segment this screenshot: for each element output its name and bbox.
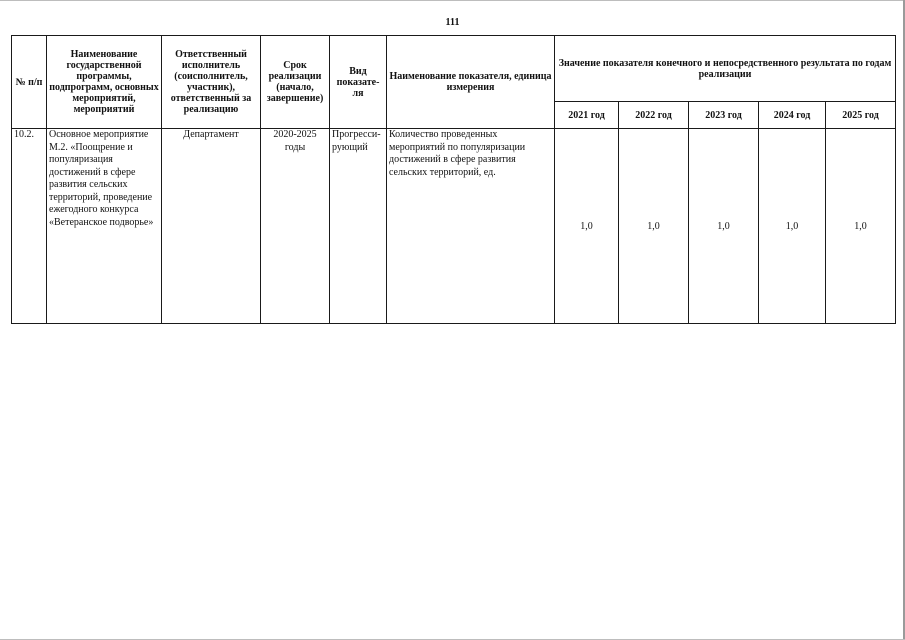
header-row bbox=[12, 36, 896, 102]
row-value-2022: 1,0 bbox=[619, 129, 689, 324]
header-year: 2022 год bbox=[619, 102, 689, 129]
row-value-2025: 1,0 bbox=[826, 129, 896, 324]
header-year: 2025 год bbox=[826, 102, 896, 129]
row-value-2024: 1,0 bbox=[759, 129, 826, 324]
row-executor: Департамент bbox=[162, 129, 261, 324]
row-program: Основное мероприятие М.2. «Поощрение и популяризация достижений в сфере развития сельских территорий, проведение ежегодного конкурса «Ветеранское подворье» bbox=[47, 129, 162, 324]
row-indicator: Количество проведенных мероприятий по популяризации достижений в сфере развития сельских территорий, ед. bbox=[387, 129, 555, 324]
row-period: 2020-2025 годы bbox=[261, 129, 330, 324]
header-year: 2021 год bbox=[555, 102, 619, 129]
header-indicator: Наименование показателя, единица измерения bbox=[387, 36, 555, 129]
row-value-2021: 1,0 bbox=[555, 129, 619, 324]
indicator-table bbox=[11, 35, 896, 324]
row-num: 10.2. bbox=[12, 129, 47, 324]
header-executor: Ответственный исполнитель (соисполнитель, участник), ответственный за реализацию bbox=[162, 36, 261, 129]
header-values-group: Значение показателя конечного и непосредственного результата по годам реализации bbox=[555, 36, 896, 102]
row-value-2023: 1,0 bbox=[689, 129, 759, 324]
page-number: 111 bbox=[445, 17, 460, 28]
header-year: 2024 год bbox=[759, 102, 826, 129]
header-program: Наименование государственной программы, подпрограмм, основных мероприятий, мероприятий bbox=[47, 36, 162, 129]
header-year: 2023 год bbox=[689, 102, 759, 129]
header-num: № п/п bbox=[12, 36, 47, 129]
header-type: Вид показате-ля bbox=[330, 36, 387, 129]
table-row bbox=[12, 129, 896, 324]
header-period: Срок реализации (начало, завершение) bbox=[261, 36, 330, 129]
row-type: Прогресси-рующий bbox=[330, 129, 387, 324]
scan-top-edge bbox=[0, 0, 905, 1]
